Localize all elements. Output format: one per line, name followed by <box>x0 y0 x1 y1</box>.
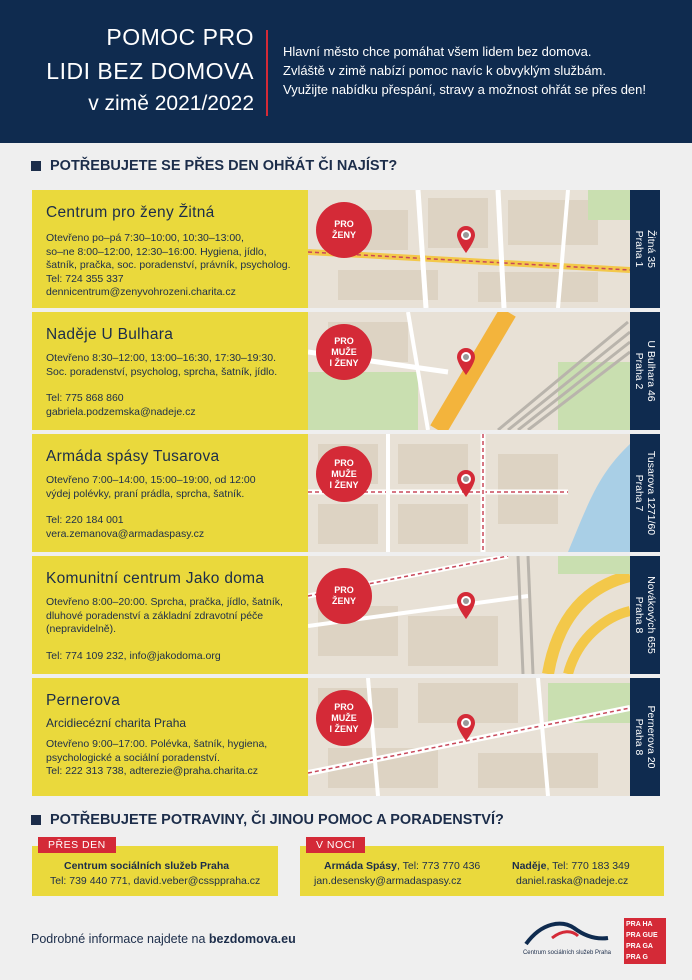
center-details: Otevřeno 9:00–17:00. Polévka, šatník, hygiena, psychologické a sociální poradenství. Tel: 222 313 738, adterezie@praha.charita.cz <box>46 738 268 777</box>
contact-line[interactable]: Tel: 222 313 738, adterezie@praha.charita.cz <box>46 765 259 777</box>
map-jako-doma <box>308 556 630 674</box>
map-pin-icon <box>456 226 476 254</box>
map-zitna <box>308 190 630 308</box>
website-link[interactable]: bezdomova.eu <box>208 932 296 946</box>
center-card-tusarova <box>32 434 657 552</box>
title-line-2: LIDI BEZ DOMOVA <box>46 58 254 84</box>
card-info-panel <box>32 678 308 796</box>
address-label: Žitná 35 Praha 1 <box>630 190 660 308</box>
intro-line: Využijte nabídku přespání, stravy a možnost ohřát se přes den! <box>283 82 646 97</box>
header-divider <box>266 30 268 116</box>
center-details: Otevřeno 7:00–14:00, 15:00–19:00, od 12:00 výdej polévky, praní prádla, sprcha, šatník. Tel: 220 184 001 vera.zemanova@armadaspasy.cz <box>46 474 256 540</box>
center-subtitle: Arcidiecézní charita Praha <box>46 716 187 730</box>
footer-text: Podrobné informace najdete na bezdomova.eu <box>31 932 296 946</box>
target-group-badge: PRO ŽENY <box>316 202 372 258</box>
night-org-armada-email[interactable]: jan.desensky@armadaspasy.cz <box>314 875 462 887</box>
night-org-nadeje: Naděje, Tel: 770 183 349 <box>512 860 630 872</box>
bullet-square-icon <box>31 161 41 171</box>
center-details: Otevřeno 8:00–20:00. Sprcha, pračka, jídlo, šatník, dluhové poradenství a základní zdravotní péče (nepravidelně). Tel: 774 109 232, info@jakodoma.org <box>46 596 283 662</box>
card-info-panel <box>32 312 308 430</box>
target-group-badge: PRO MUŽE I ŽENY <box>316 324 372 380</box>
map-pernerova <box>308 678 630 796</box>
map-pin-icon <box>456 714 476 742</box>
address-label: Novákových 655 Praha 8 <box>630 556 660 674</box>
night-tag: V NOCI <box>306 837 365 853</box>
title-line-3: v zimě 2021/2022 <box>88 92 254 115</box>
center-card-jako-doma <box>32 556 657 674</box>
center-name: Komunitní centrum Jako doma <box>46 570 265 587</box>
email-link[interactable]: dennicentrum@zenyvohrozeni.charita.cz <box>46 286 236 298</box>
center-name: Pernerova <box>46 692 121 709</box>
card-info-panel <box>32 434 308 552</box>
center-name: Armáda spásy Tusarova <box>46 448 220 465</box>
contact-line[interactable]: Tel: 774 109 232, info@jakodoma.org <box>46 649 221 662</box>
day-contact[interactable]: Tel: 739 440 771, david.veber@cssppraha.cz <box>50 875 261 887</box>
card-info-panel <box>32 556 308 674</box>
bullet-square-icon <box>31 815 41 825</box>
center-card-pernerova <box>32 678 657 796</box>
map-tusarova <box>308 434 630 552</box>
map-pin-icon <box>456 470 476 498</box>
section-heading-help: POTŘEBUJETE POTRAVINY, ČI JINOU POMOC A PORADENSTVÍ? <box>31 812 504 828</box>
night-help-box <box>300 839 664 896</box>
section-heading-day: POTŘEBUJETE SE PŘES DEN OHŘÁT ČI NAJÍST? <box>31 158 397 174</box>
center-name: Naděje U Bulhara <box>46 326 174 343</box>
card-info-panel <box>32 190 308 308</box>
css-logo-icon <box>522 918 612 948</box>
header-banner <box>0 0 692 143</box>
intro-text <box>283 42 646 99</box>
address-label: Pernerova 20 Praha 8 <box>630 678 660 796</box>
target-group-badge: PRO MUŽE I ŽENY <box>316 446 372 502</box>
day-help-box <box>32 839 278 896</box>
map-pin-icon <box>456 348 476 376</box>
night-org-armada: Armáda Spásy, Tel: 773 770 436 <box>324 860 481 872</box>
day-org-name: Centrum sociálních služeb Praha <box>64 860 230 872</box>
target-group-badge: PRO ŽENY <box>316 568 372 624</box>
praha-logo: PRA HA PRA GUE PRA GA PRA G <box>624 918 666 964</box>
day-tag: PŘES DEN <box>38 837 116 853</box>
center-details: Otevřeno 8:30–12:00, 13:00–16:30, 17:30–19:30. Soc. poradenství, psycholog, sprcha, šatník, jídlo. Tel: 775 868 860 gabriela.podzemska@nadeje.cz <box>46 352 278 418</box>
address-label: Tusarova 1271/60 Praha 7 <box>630 434 660 552</box>
map-u-bulhara <box>308 312 630 430</box>
night-org-nadeje-email[interactable]: daniel.raska@nadeje.cz <box>516 875 629 887</box>
center-card-zitna <box>32 190 657 308</box>
email-link[interactable]: vera.zemanova@armadaspasy.cz <box>46 527 205 540</box>
map-pin-icon <box>456 592 476 620</box>
intro-line: Zvláště v zimě nabízí pomoc navíc k obvyklým službám. <box>283 63 606 78</box>
center-name: Centrum pro ženy Žitná <box>46 204 215 221</box>
center-details: Otevřeno po–pá 7:30–10:00, 10:30–13:00, so–ne 8:00–12:00, 12:30–16:00. Hygiena, jídlo, šatník, pračka, soc. poradenství, právník, psycholog. Tel: 724 355 337 dennicentrum@zenyvohrozeni.charita.cz <box>46 232 291 298</box>
css-praha-logo <box>522 918 612 964</box>
css-logo-caption: Centrum sociálních služeb Praha <box>522 950 612 956</box>
email-link[interactable]: gabriela.podzemska@nadeje.cz <box>46 405 196 418</box>
target-group-badge: PRO MUŽE I ŽENY <box>316 690 372 746</box>
address-label: U Bulhara 46 Praha 2 <box>630 312 660 430</box>
title-line-1: POMOC PRO <box>106 24 254 50</box>
intro-line: Hlavní město chce pomáhat všem lidem bez domova. <box>283 44 592 59</box>
center-card-u-bulhara <box>32 312 657 430</box>
